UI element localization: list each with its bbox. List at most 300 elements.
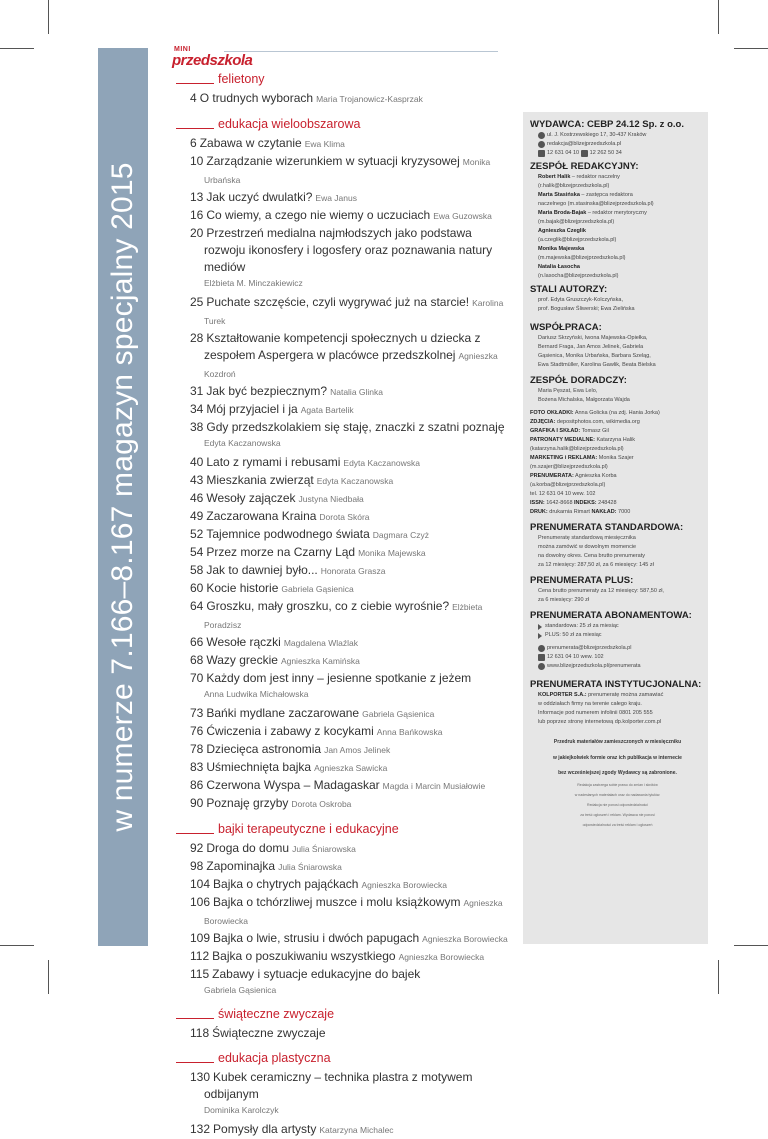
section-rule <box>176 128 214 129</box>
panel-line: można zamówić w dowolnym momencie <box>538 544 637 550</box>
article-title: Dziecięca astronomia <box>206 742 322 756</box>
credit-value: 7000 <box>616 509 631 515</box>
toc-entry <box>190 894 516 930</box>
article-author: Magda i Marcin Musiałowie <box>382 781 486 791</box>
article-author: Gabriela Gąsienica <box>281 584 354 594</box>
page-number: 34 <box>190 402 204 416</box>
masthead-content <box>530 116 705 828</box>
page-number: 70 <box>190 671 204 685</box>
article-title: Zabawy i sytuacje edukacyjne do bajek <box>212 967 421 981</box>
article-title: Przez morze na Czarny Ląd <box>206 545 356 559</box>
authors-list <box>530 296 705 314</box>
panel-line: za 12 miesięcy: 287,50 zł, za 6 miesięcy: 145 zł <box>538 562 654 568</box>
article-author: Magdalena Wlaźlak <box>283 638 359 648</box>
toc-entry <box>190 966 516 983</box>
section-title: świąteczne zwyczaje <box>218 1007 335 1021</box>
inst-first: KOLPORTER S.A.: prenumeratę można zamawiać <box>538 692 664 698</box>
editor-line <box>530 218 705 227</box>
abon-www-line: www.blizejprzedszkola.pl/prenumerata <box>530 662 705 671</box>
page-number: 73 <box>190 706 204 720</box>
credit-value: (a.korba@blizejprzedszkola.pl) <box>530 482 606 488</box>
abon-option <box>530 622 705 631</box>
page-number: 6 <box>190 136 197 150</box>
page-number: 78 <box>190 742 204 756</box>
credit-line <box>530 409 705 418</box>
credit-line <box>530 418 705 427</box>
credit-value: tel. 12 631 04 10 wew. 102 <box>530 491 596 497</box>
article-author: Agnieszka Kozdroń <box>204 351 498 379</box>
credit-line <box>530 472 705 481</box>
crop-mark <box>734 945 768 946</box>
crop-mark <box>0 48 34 49</box>
phone-icon <box>538 150 545 157</box>
panel-line: za treść ogłoszeń i reklam. Wydawca nie ponosi <box>580 812 655 817</box>
article-author: Ewa Klima <box>304 139 345 149</box>
panel-line: w oddziałach firmy na terenie całego kraju. <box>538 701 642 707</box>
sidebar-title: w numerze 7.166–8.167 magazyn specjalny 2015 <box>106 162 139 832</box>
article-author: Gabriela Gąsienica <box>362 709 435 719</box>
article-title: Lato z rymami i rebusami <box>206 455 341 469</box>
article-title: Tajemnice podwodnego świata <box>206 527 370 541</box>
credit-label: NAKŁAD: <box>591 509 617 515</box>
coop-heading: WSPÓŁPRACA: <box>530 322 602 333</box>
credit-label: INDEKS: <box>574 500 597 506</box>
credit-line <box>530 508 705 517</box>
panel-line: na dowolny okres. Cena brutto prenumeraty <box>538 553 646 559</box>
panel-line: Bernard Fraga, Jan Amos Jelinek, Gabriela <box>538 344 644 350</box>
advisors-list <box>530 387 705 405</box>
article-author: Julia Śniarowska <box>292 844 356 854</box>
editor-line <box>530 182 705 191</box>
page-number: 31 <box>190 384 204 398</box>
page-number: 109 <box>190 931 211 945</box>
editor-line <box>530 173 705 182</box>
page-number: 38 <box>190 420 204 434</box>
editor-line <box>530 245 705 254</box>
logo-small: MINI <box>174 46 191 53</box>
credit-label: DRUK: <box>530 509 548 515</box>
toc-entry <box>190 207 516 225</box>
article-title: Bajka o chytrych pająćkach <box>213 877 359 891</box>
toc-entry <box>190 419 516 436</box>
article-title: Zabawa w czytanie <box>199 136 302 150</box>
page-number: 40 <box>190 455 204 469</box>
article-author: Maria Trojanowicz-Kasprzak <box>316 94 423 104</box>
abon-option <box>530 631 705 640</box>
credit-line <box>530 427 705 436</box>
editor-line <box>530 236 705 245</box>
page-number: 106 <box>190 895 211 909</box>
credit-label: PATRONATY MEDIALNE: <box>530 437 595 443</box>
toc-entry <box>190 225 516 276</box>
phone-line: 12 631 04 10 12 262 50 34 <box>530 149 705 158</box>
page-number: 25 <box>190 295 204 309</box>
credit-line <box>530 490 705 499</box>
editor-role: (r.halik@blizejprzedszkola.pl) <box>538 183 610 189</box>
panel-line: Maria Pęszat, Ewa Lelo, <box>538 388 598 394</box>
section-heading <box>176 117 516 131</box>
page-number: 43 <box>190 473 204 487</box>
article-title: Bajka o tchórzliwej muszce i molu książkowym <box>213 895 461 909</box>
bullet-icon <box>538 624 542 630</box>
page-number: 130 <box>190 1070 211 1084</box>
article-author: Agnieszka Kamińska <box>280 656 360 666</box>
toc-entry <box>190 90 516 108</box>
crop-mark <box>718 960 719 994</box>
page-number: 58 <box>190 563 204 577</box>
toc-entry <box>190 1069 516 1103</box>
abon-list <box>530 622 705 640</box>
page-number: 98 <box>190 859 204 873</box>
credit-line <box>530 436 705 445</box>
article-title: Jak być bezpiecznym? <box>206 384 328 398</box>
toc-entry <box>190 777 516 795</box>
page-number: 10 <box>190 154 204 168</box>
fine-print <box>530 782 705 828</box>
page-number: 54 <box>190 545 204 559</box>
editor-line <box>530 191 705 200</box>
toc-entry <box>190 383 516 401</box>
editor-role: – zastępca redaktora <box>579 192 633 198</box>
article-author: Justyna Niedbała <box>298 494 364 504</box>
editors-heading: ZESPÓŁ REDAKCYJNY: <box>530 161 639 172</box>
magazine-logo <box>172 46 252 69</box>
toc-entry <box>190 580 516 598</box>
crop-mark <box>718 0 719 34</box>
toc-entry <box>190 508 516 526</box>
plus-heading: PRENUMERATA PLUS: <box>530 575 634 586</box>
editor-name: Monika Majewska <box>538 246 585 252</box>
section-title: felietony <box>218 72 265 86</box>
std-text <box>530 534 705 570</box>
article-title: Droga do domu <box>206 841 290 855</box>
article-author: Anna Ludwika Michałowska <box>204 689 309 699</box>
editor-role: – redaktor merytoryczny <box>586 210 647 216</box>
toc-entry <box>190 598 516 634</box>
page-number: 115 <box>190 967 210 981</box>
toc-entry <box>190 490 516 508</box>
credit-value: Katarzyna Halik <box>594 437 636 443</box>
credit-label: GRAFIKA I SKŁAD: <box>530 428 581 434</box>
article-author: Agnieszka Sawicka <box>314 763 388 773</box>
editor-name: Agnieszka Czeglik <box>538 228 586 234</box>
page-number: 68 <box>190 653 204 667</box>
editor-line <box>530 200 705 209</box>
page-number: 86 <box>190 778 204 792</box>
article-title: Mój przyjaciel i ja <box>206 402 298 416</box>
article-title: O trudnych wyborach <box>199 91 314 105</box>
article-author: Natalia Glinka <box>330 387 384 397</box>
article-author: Dagmara Czyż <box>372 530 430 540</box>
article-author: Monika Majewska <box>358 548 426 558</box>
editor-name: Marta Stasińska <box>538 192 580 198</box>
editor-name: Natalia Łasocha <box>538 264 580 270</box>
article-title: Mieszkania zwierząt <box>206 473 314 487</box>
credit-label: PRENUMERATA: <box>530 473 574 479</box>
article-author: Karolina Turek <box>204 298 504 326</box>
toc-entry <box>190 454 516 472</box>
toc-entry <box>190 759 516 777</box>
page-number: 20 <box>190 226 204 240</box>
article-author: Elżbieta Poradzisz <box>204 602 483 630</box>
panel-line: Informacje pod numerem infolinii 0801 205 555 <box>538 710 653 716</box>
article-title: Kocie historie <box>206 581 279 595</box>
article-author: Jan Amos Jelinek <box>324 745 391 755</box>
crop-mark <box>734 48 768 49</box>
credit-line <box>530 481 705 490</box>
abon-text: standardowa: 25 zł za miesiąc <box>545 623 619 629</box>
article-author: Edyta Kaczanowska <box>204 438 281 448</box>
article-title: Zapominajka <box>206 859 276 873</box>
article-title: Wesoły zajączek <box>206 491 296 505</box>
toc-entry <box>190 562 516 580</box>
credit-line <box>530 454 705 463</box>
page-number: 112 <box>190 949 210 963</box>
article-title: Puchate szczęście, czyli wygrywać już na starcie! <box>206 295 470 309</box>
credit-line <box>530 445 705 454</box>
toc-entry <box>190 1121 516 1139</box>
page-number: 46 <box>190 491 204 505</box>
credit-label: FOTO OKŁADKI: <box>530 410 574 416</box>
panel-line: prof. Bogusław Śliwerski; Ewa Zielińska <box>538 306 635 312</box>
section-title: edukacja plastyczna <box>218 1051 331 1065</box>
panel-line: bez wcześniejszej zgody Wydawcy są zabronione. <box>558 770 677 776</box>
section-heading <box>176 1051 516 1065</box>
page-number: 16 <box>190 208 204 222</box>
article-title: Wesołe rączki <box>206 635 281 649</box>
editors-list <box>530 173 705 281</box>
article-author: Agnieszka Borowiecka <box>398 952 485 962</box>
inst-heading: PRENUMERATA INSTYTUCJONALNA: <box>530 679 702 690</box>
article-title: Zarządzanie wizerunkiem w sytuacji kryzysowej <box>206 154 460 168</box>
toc-entry <box>190 670 516 687</box>
article-author: Dorota Oskroba <box>291 799 352 809</box>
panel-line: Dariusz Skrzyński, Iwona Majewska-Opiełka, <box>538 335 648 341</box>
credit-value: Monika Szajer <box>597 455 634 461</box>
credit-value: 248428 <box>596 500 617 506</box>
editor-line <box>530 227 705 236</box>
editor-role: (m.bajak@blizejprzedszkola.pl) <box>538 219 615 225</box>
coop-list <box>530 334 705 370</box>
reprint-note <box>530 739 705 778</box>
credit-value: drukarnia Rimart <box>547 509 592 515</box>
article-author: Agnieszka Borowiecka <box>361 880 447 890</box>
section-rule <box>176 1018 214 1019</box>
section-rule <box>176 833 214 834</box>
article-author: Elżbieta M. Minczakiewicz <box>204 278 303 288</box>
article-title: Ćwiczenia i zabawy z kocykami <box>206 724 374 738</box>
credit-value: 1642-8668 <box>544 500 575 506</box>
article-title: Świąteczne zwyczaje <box>212 1026 326 1040</box>
publisher-heading: WYDAWCA: CEBP 24.12 Sp. z o.o. <box>530 119 684 130</box>
mail-icon <box>538 141 545 148</box>
article-author: Monika Urbańska <box>204 157 491 185</box>
toc-entry <box>190 1025 516 1042</box>
article-author: Agnieszka Borowiecka <box>204 898 503 926</box>
toc-entry <box>190 876 516 894</box>
toc-entry <box>190 153 516 189</box>
article-author: Gabriela Gąsienica <box>204 985 277 995</box>
article-author: Julia Śniarowska <box>278 862 342 872</box>
page-number: 104 <box>190 877 211 891</box>
article-title: Bajka o poszukiwaniu wszystkiego <box>212 949 396 963</box>
article-title: Bajka o lwie, strusiu i dwóch papugach <box>213 931 420 945</box>
article-author: Edyta Kaczanowska <box>343 458 420 468</box>
article-title: Pomysły dla artysty <box>213 1122 317 1136</box>
article-title: Groszku, mały groszku, co z ciebie wyrośnie? <box>206 599 450 613</box>
page-number: 76 <box>190 724 204 738</box>
page-number: 132 <box>190 1122 211 1136</box>
toc-entry <box>190 930 516 948</box>
page-number: 28 <box>190 331 204 345</box>
advisors-heading: ZESPÓŁ DORADCZY: <box>530 375 627 386</box>
credit-line <box>530 463 705 472</box>
toc-entry <box>190 858 516 876</box>
section-heading <box>176 72 516 86</box>
credit-value: Agnieszka Korba <box>573 473 617 479</box>
abon-phone-line: 12 631 04 10 wew. 102 <box>530 653 705 662</box>
article-title: Jak uczyć dwulatki? <box>206 190 313 204</box>
article-author: Dorota Skóra <box>319 512 370 522</box>
panel-line: za 6 miesięcy: 290 zł <box>538 597 590 603</box>
article-title: Bańki mydlane zaczarowane <box>206 706 360 720</box>
credit-label: MARKETING i REKLAMA: <box>530 455 598 461</box>
header-rule <box>224 51 498 52</box>
editor-role: naczelnego (m.stasinska@blizejprzedszkola.pl) <box>538 201 654 207</box>
toc-entry <box>190 135 516 153</box>
toc-entry <box>190 526 516 544</box>
credits-list <box>530 409 705 517</box>
panel-line: prof. Edyta Gruszczyk-Kolczyńska, <box>538 297 623 303</box>
article-author: Ewa Guzowska <box>433 211 492 221</box>
editor-line <box>530 254 705 263</box>
home-icon <box>538 132 545 139</box>
crop-mark <box>48 0 49 34</box>
article-title: Wazy greckie <box>206 653 278 667</box>
article-title: Uśmiechnięta bajka <box>206 760 312 774</box>
article-title: Przestrzeń medialna najmłodszych jako podstawa rozwoju ikonosfery i logosfery oraz poznawania natury mediów <box>204 226 493 274</box>
panel-line: Redakcja zastrzega sobie prawo do zmian i skrótów <box>577 782 658 787</box>
article-title: Czerwona Wyspa – Madagaskar <box>206 778 380 792</box>
credit-label: ISSN: <box>530 500 545 506</box>
toc-entry <box>190 330 516 383</box>
editor-name: Maria Broda-Bajak <box>538 210 587 216</box>
article-author: Agnieszka Borowiecka <box>422 934 508 944</box>
toc-entry <box>190 652 516 670</box>
editor-line <box>530 263 705 272</box>
article-title: Poznaję grzyby <box>206 796 289 810</box>
abon-text: PLUS: 50 zł za miesiąc <box>545 632 602 638</box>
bullet-icon <box>538 633 542 639</box>
editor-line <box>530 272 705 281</box>
panel-line: lub poprzez stronę internetową dp.kolporter.com.pl <box>538 719 662 725</box>
editor-role: (n.lasocha@blizejprzedszkola.pl) <box>538 273 619 279</box>
editor-role: – redaktor naczelny <box>570 174 620 180</box>
article-title: Kształtowanie kompetencji społecznych u dziecka z zespołem Aspergera w placówce przedszkolnej <box>204 331 481 362</box>
toc-entry <box>190 294 516 330</box>
toc-entry <box>190 705 516 723</box>
crop-mark <box>0 945 34 946</box>
crop-mark <box>48 960 49 994</box>
authors-heading: STALI AUTORZY: <box>530 284 608 295</box>
panel-line: Cena brutto prenumeraty za 12 miesięcy: 587,50 zł, <box>538 588 664 594</box>
panel-line: w jakiejkolwiek formie oraz ich publikacja w internecie <box>553 754 682 761</box>
article-title: Zaczarowana Kraina <box>206 509 317 523</box>
toc-entry <box>190 840 516 858</box>
editor-role: (m.majewska@blizejprzedszkola.pl) <box>538 255 626 261</box>
panel-line: Redakcja nie ponosi odpowiedzialności <box>587 802 648 807</box>
article-title: Jak to dawniej było... <box>206 563 318 577</box>
section-title: edukacja wieloobszarowa <box>218 117 361 131</box>
article-author: Ewa Janus <box>315 193 357 203</box>
credit-value: (katarzyna.halik@blizejprzedszkola.pl) <box>530 446 624 452</box>
section-heading <box>176 1007 516 1021</box>
page-number: 13 <box>190 190 204 204</box>
toc-entry <box>190 948 516 966</box>
editor-line <box>530 209 705 218</box>
page-number: 90 <box>190 796 204 810</box>
article-author: Anna Bańkowska <box>376 727 443 737</box>
panel-line: w nadesłanych materiałach oraz do nadawania tytułów. <box>574 792 661 797</box>
article-title: Co wiemy, a czego nie wiemy o uczuciach <box>206 208 431 222</box>
credit-value: Tomasz Gil <box>580 428 609 434</box>
article-author: Honorata Grasza <box>320 566 386 576</box>
article-author: Edyta Kaczanowska <box>316 476 394 486</box>
mail-icon <box>538 645 545 652</box>
editor-name: Robert Halik <box>538 174 571 180</box>
article-author: Dominika Karolczyk <box>204 1105 279 1115</box>
credit-value: depositphotos.com, wikimedia.org <box>555 419 640 425</box>
credit-line <box>530 499 705 508</box>
page-number: 64 <box>190 599 204 613</box>
plus-text <box>530 587 705 605</box>
panel-line: Bożena Michalska, Małgorzata Wajda <box>538 397 630 403</box>
page-number: 4 <box>190 91 197 105</box>
page-number: 92 <box>190 841 204 855</box>
credit-value: Anna Golicka (na zdj. Hania Jorka) <box>573 410 660 416</box>
abon-heading: PRENUMERATA ABONAMENTOWA: <box>530 610 692 621</box>
section-rule <box>176 1062 214 1063</box>
article-author: Katarzyna Michalec <box>319 1125 394 1135</box>
panel-line: Ewa Stadtmüller, Karolina Gawlik, Beata Bielska <box>538 362 656 368</box>
table-of-contents <box>176 72 516 1139</box>
toc-entry <box>190 741 516 759</box>
toc-entry <box>190 795 516 813</box>
article-title: Każdy dom jest inny – jesienne spotkanie z jeżem <box>206 671 472 685</box>
article-title: Gdy przedszkolakiem się staję, znaczki z szatni poznaję <box>206 420 505 434</box>
page-number: 60 <box>190 581 204 595</box>
address-line: ul. J. Kostrzewskiego 17, 30-437 Kraków <box>530 131 705 140</box>
section-title: bajki terapeutyczne i edukacyjne <box>218 822 399 836</box>
std-heading: PRENUMERATA STANDARDOWA: <box>530 522 684 533</box>
section-rule <box>176 83 214 84</box>
article-title: Kubek ceramiczny – technika plastra z motywem odbijanym <box>204 1070 473 1101</box>
page-number: 66 <box>190 635 204 649</box>
page-number: 52 <box>190 527 204 541</box>
email-line: redakcja@blizejprzedszkola.pl <box>530 140 705 149</box>
editor-role: (a.czeglik@blizejprzedszkola.pl) <box>538 237 617 243</box>
fax-icon <box>581 150 588 157</box>
panel-line: Przedruk materiałów zamieszczonych w miesięczniku <box>553 739 682 745</box>
page-number: 49 <box>190 509 204 523</box>
logo-big: przedszkola <box>172 52 253 69</box>
abon-email-line: prenumerata@blizejprzedszkola.pl <box>530 644 705 653</box>
toc-entry <box>190 723 516 741</box>
article-author: Agata Bartelik <box>300 405 354 415</box>
section-heading <box>176 822 516 836</box>
toc-entry <box>190 634 516 652</box>
phone-icon <box>538 654 545 661</box>
